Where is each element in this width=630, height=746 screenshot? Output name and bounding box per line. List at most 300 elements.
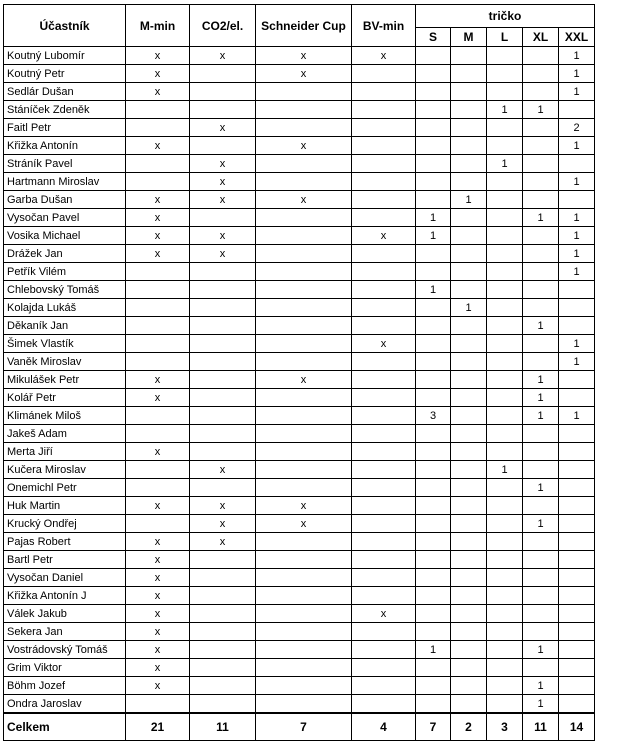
- table-cell: [487, 317, 523, 335]
- table-cell: [416, 677, 451, 695]
- header-size-s: S: [416, 28, 451, 47]
- table-cell: [190, 605, 256, 623]
- table-cell: [190, 65, 256, 83]
- table-cell: [352, 677, 416, 695]
- table-cell: 2: [559, 119, 595, 137]
- table-cell: [190, 407, 256, 425]
- table-cell: 1: [559, 245, 595, 263]
- table-cell: [559, 569, 595, 587]
- table-cell: x: [256, 515, 352, 533]
- table-cell: [523, 263, 559, 281]
- table-row: [4, 461, 595, 479]
- table-cell: [523, 83, 559, 101]
- table-cell: [523, 65, 559, 83]
- table-cell: x: [126, 83, 190, 101]
- table-cell: x: [126, 47, 190, 65]
- table-cell: [451, 533, 487, 551]
- table-cell: [256, 425, 352, 443]
- table-row: [4, 209, 595, 227]
- table-row: [4, 479, 595, 497]
- table-cell: [256, 389, 352, 407]
- table-cell: [352, 281, 416, 299]
- table-cell: [451, 119, 487, 137]
- table-cell: 1: [523, 371, 559, 389]
- table-row: [4, 659, 595, 677]
- participant-name: Drážek Jan: [4, 245, 126, 263]
- participant-name: Garba Dušan: [4, 191, 126, 209]
- participant-name: Křižka Antonín J: [4, 587, 126, 605]
- table-cell: [256, 461, 352, 479]
- table-cell: [451, 389, 487, 407]
- table-cell: 1: [487, 155, 523, 173]
- participant-name: Vysočan Pavel: [4, 209, 126, 227]
- participant-name: Vysočan Daniel: [4, 569, 126, 587]
- table-cell: [523, 137, 559, 155]
- table-cell: [352, 101, 416, 119]
- table-cell: x: [126, 587, 190, 605]
- table-cell: x: [256, 65, 352, 83]
- table-cell: [523, 353, 559, 371]
- table-cell: 1: [416, 641, 451, 659]
- table-cell: [416, 317, 451, 335]
- table-cell: [352, 641, 416, 659]
- table-cell: [416, 371, 451, 389]
- table-cell: [256, 155, 352, 173]
- table-cell: [352, 119, 416, 137]
- table-cell: [352, 371, 416, 389]
- table-cell: [416, 425, 451, 443]
- table-cell: [416, 47, 451, 65]
- table-cell: [559, 677, 595, 695]
- table-cell: [190, 587, 256, 605]
- table-cell: [416, 119, 451, 137]
- table-cell: x: [190, 155, 256, 173]
- table-cell: [523, 281, 559, 299]
- table-cell: [352, 695, 416, 714]
- participant-name: Vostrádovský Tomáš: [4, 641, 126, 659]
- table-cell: [559, 605, 595, 623]
- table-cell: x: [126, 497, 190, 515]
- table-cell: x: [126, 389, 190, 407]
- table-cell: [416, 245, 451, 263]
- table-row: [4, 191, 595, 209]
- table-cell: [487, 371, 523, 389]
- table-cell: 1: [523, 641, 559, 659]
- table-cell: [190, 659, 256, 677]
- table-cell: [352, 155, 416, 173]
- table-cell: [126, 407, 190, 425]
- table-cell: 1: [523, 209, 559, 227]
- table-cell: [352, 425, 416, 443]
- table-cell: [523, 551, 559, 569]
- table-row: [4, 245, 595, 263]
- table-cell: 1: [523, 407, 559, 425]
- table-cell: x: [126, 659, 190, 677]
- table-cell: [559, 389, 595, 407]
- table-cell: [523, 461, 559, 479]
- header-schneider-cup: Schneider Cup: [256, 5, 352, 47]
- table-cell: [126, 263, 190, 281]
- table-cell: [256, 479, 352, 497]
- table-cell: 3: [416, 407, 451, 425]
- total-cell: 11: [523, 713, 559, 741]
- table-cell: 1: [559, 209, 595, 227]
- participant-name: Vaněk Miroslav: [4, 353, 126, 371]
- table-cell: [487, 605, 523, 623]
- table-cell: [126, 425, 190, 443]
- table-row: [4, 389, 595, 407]
- table-cell: [487, 497, 523, 515]
- table-cell: [352, 83, 416, 101]
- table-cell: [451, 317, 487, 335]
- table-cell: [559, 317, 595, 335]
- table-cell: [451, 65, 487, 83]
- table-cell: [523, 191, 559, 209]
- table-cell: x: [352, 227, 416, 245]
- participant-name: Onemichl Petr: [4, 479, 126, 497]
- participant-name: Böhm Jozef: [4, 677, 126, 695]
- table-cell: x: [256, 191, 352, 209]
- table-cell: [190, 695, 256, 714]
- table-cell: 1: [523, 677, 559, 695]
- table-cell: [352, 515, 416, 533]
- participant-name: Pajas Robert: [4, 533, 126, 551]
- table-cell: [451, 101, 487, 119]
- table-cell: x: [256, 497, 352, 515]
- table-cell: [352, 533, 416, 551]
- table-cell: [190, 101, 256, 119]
- table-cell: 1: [559, 335, 595, 353]
- table-cell: 1: [416, 281, 451, 299]
- table-cell: [487, 353, 523, 371]
- table-cell: [256, 209, 352, 227]
- participant-name: Krucký Ondřej: [4, 515, 126, 533]
- table-row: [4, 695, 595, 714]
- table-cell: [416, 137, 451, 155]
- table-cell: x: [256, 47, 352, 65]
- table-cell: [190, 209, 256, 227]
- table-cell: [451, 569, 487, 587]
- table-cell: [416, 191, 451, 209]
- table-cell: [523, 227, 559, 245]
- table-cell: [256, 317, 352, 335]
- table-cell: [451, 605, 487, 623]
- table-cell: [352, 587, 416, 605]
- table-cell: [451, 695, 487, 714]
- table-cell: x: [256, 137, 352, 155]
- table-cell: [523, 587, 559, 605]
- table-cell: [487, 389, 523, 407]
- table-cell: [416, 65, 451, 83]
- table-cell: [487, 443, 523, 461]
- table-cell: 1: [559, 263, 595, 281]
- table-cell: x: [190, 119, 256, 137]
- participant-name: Klimánek Miloš: [4, 407, 126, 425]
- table-cell: x: [190, 533, 256, 551]
- table-cell: [256, 227, 352, 245]
- table-cell: [190, 551, 256, 569]
- table-cell: [487, 641, 523, 659]
- table-cell: [190, 425, 256, 443]
- table-cell: [487, 65, 523, 83]
- table-cell: 1: [523, 101, 559, 119]
- participant-name: Stráník Pavel: [4, 155, 126, 173]
- total-cell: 14: [559, 713, 595, 741]
- table-row: [4, 101, 595, 119]
- table-cell: [451, 263, 487, 281]
- table-cell: 1: [487, 101, 523, 119]
- header-bv-min: BV-min: [352, 5, 416, 47]
- table-cell: x: [126, 551, 190, 569]
- participant-name: Faitl Petr: [4, 119, 126, 137]
- table-cell: [352, 497, 416, 515]
- table-cell: x: [256, 371, 352, 389]
- table-cell: [559, 461, 595, 479]
- table-cell: [559, 533, 595, 551]
- table-cell: [256, 569, 352, 587]
- table-cell: [559, 425, 595, 443]
- table-row: [4, 155, 595, 173]
- table-cell: [416, 587, 451, 605]
- table-cell: 1: [523, 479, 559, 497]
- table-cell: x: [126, 533, 190, 551]
- table-cell: [126, 695, 190, 714]
- table-row: [4, 569, 595, 587]
- table-row: [4, 137, 595, 155]
- table-cell: [352, 209, 416, 227]
- header-co2-el: CO2/el.: [190, 5, 256, 47]
- table-row: [4, 677, 595, 695]
- table-cell: [416, 461, 451, 479]
- table-cell: [352, 191, 416, 209]
- table-row: [4, 587, 595, 605]
- table-row: [4, 605, 595, 623]
- table-cell: [256, 335, 352, 353]
- table-cell: x: [190, 461, 256, 479]
- table-cell: [487, 47, 523, 65]
- table-row: [4, 407, 595, 425]
- table-cell: [559, 587, 595, 605]
- table-cell: [451, 641, 487, 659]
- table-cell: [487, 245, 523, 263]
- table-cell: x: [190, 227, 256, 245]
- table-cell: [487, 479, 523, 497]
- table-cell: [523, 335, 559, 353]
- table-cell: [126, 317, 190, 335]
- table-cell: [352, 623, 416, 641]
- table-cell: [559, 299, 595, 317]
- table-cell: [451, 479, 487, 497]
- table-cell: [190, 353, 256, 371]
- table-cell: [487, 335, 523, 353]
- table-cell: 1: [559, 47, 595, 65]
- table-cell: [256, 281, 352, 299]
- table-cell: [352, 299, 416, 317]
- header-tshirt-group: tričko: [416, 5, 595, 28]
- table-cell: [523, 605, 559, 623]
- table-cell: x: [190, 47, 256, 65]
- table-cell: x: [126, 191, 190, 209]
- table-cell: [352, 353, 416, 371]
- table-cell: [256, 245, 352, 263]
- table-cell: [451, 587, 487, 605]
- table-cell: [416, 623, 451, 641]
- participant-name: Merta Jiří: [4, 443, 126, 461]
- table-cell: 1: [416, 209, 451, 227]
- table-cell: [451, 407, 487, 425]
- table-cell: [523, 425, 559, 443]
- total-cell: 3: [487, 713, 523, 741]
- table-cell: [256, 173, 352, 191]
- table-cell: [352, 245, 416, 263]
- table-cell: [416, 533, 451, 551]
- table-cell: [559, 497, 595, 515]
- table-cell: [487, 515, 523, 533]
- table-cell: [190, 569, 256, 587]
- table-row: [4, 623, 595, 641]
- table-row: [4, 47, 595, 65]
- table-cell: [126, 155, 190, 173]
- participant-name: Jakeš Adam: [4, 425, 126, 443]
- participant-name: Křižka Antonín: [4, 137, 126, 155]
- table-cell: [487, 173, 523, 191]
- table-cell: [352, 263, 416, 281]
- table-cell: [352, 407, 416, 425]
- table-cell: [487, 623, 523, 641]
- table-cell: [352, 65, 416, 83]
- table-cell: x: [126, 443, 190, 461]
- table-cell: [256, 407, 352, 425]
- total-label: Celkem: [4, 713, 126, 741]
- table-cell: [451, 83, 487, 101]
- table-cell: [451, 245, 487, 263]
- participant-name: Huk Martin: [4, 497, 126, 515]
- table-cell: [190, 137, 256, 155]
- table-cell: x: [126, 209, 190, 227]
- table-cell: 1: [523, 695, 559, 714]
- table-cell: [256, 659, 352, 677]
- table-cell: [352, 551, 416, 569]
- table-cell: [416, 83, 451, 101]
- participants-table: [3, 4, 595, 741]
- table-cell: [190, 299, 256, 317]
- table-cell: [256, 677, 352, 695]
- table-cell: [559, 479, 595, 497]
- table-cell: 1: [451, 191, 487, 209]
- table-cell: [126, 335, 190, 353]
- table-cell: x: [126, 623, 190, 641]
- table-cell: [523, 119, 559, 137]
- table-cell: [487, 83, 523, 101]
- table-cell: 1: [416, 227, 451, 245]
- participant-name: Kolajda Lukáš: [4, 299, 126, 317]
- table-row: [4, 173, 595, 191]
- table-cell: [451, 623, 487, 641]
- table-cell: [126, 119, 190, 137]
- table-cell: [559, 443, 595, 461]
- table-cell: x: [126, 641, 190, 659]
- table-cell: [559, 101, 595, 119]
- table-cell: [190, 443, 256, 461]
- table-cell: x: [190, 173, 256, 191]
- table-cell: [352, 659, 416, 677]
- table-cell: [416, 155, 451, 173]
- table-cell: [451, 137, 487, 155]
- table-cell: [190, 335, 256, 353]
- table-cell: [256, 695, 352, 714]
- table-cell: [487, 659, 523, 677]
- participant-name: Koutný Lubomír: [4, 47, 126, 65]
- table-cell: [559, 659, 595, 677]
- participant-name: Vosika Michael: [4, 227, 126, 245]
- table-row: [4, 65, 595, 83]
- table-cell: [126, 299, 190, 317]
- participant-name: Kolář Petr: [4, 389, 126, 407]
- total-cell: 7: [416, 713, 451, 741]
- table-row: [4, 515, 595, 533]
- table-cell: 1: [523, 515, 559, 533]
- table-cell: [190, 317, 256, 335]
- table-cell: [559, 515, 595, 533]
- table-cell: [416, 299, 451, 317]
- participant-name: Grim Viktor: [4, 659, 126, 677]
- table-cell: [352, 173, 416, 191]
- table-cell: [256, 443, 352, 461]
- header-participant: Účastník: [4, 5, 126, 47]
- total-cell: 2: [451, 713, 487, 741]
- table-cell: x: [126, 227, 190, 245]
- participant-name: Sekera Jan: [4, 623, 126, 641]
- table-cell: x: [126, 65, 190, 83]
- total-cell: 7: [256, 713, 352, 741]
- table-row: [4, 263, 595, 281]
- table-cell: [190, 83, 256, 101]
- table-cell: [559, 191, 595, 209]
- table-cell: [559, 155, 595, 173]
- table-cell: 1: [559, 83, 595, 101]
- table-cell: [256, 299, 352, 317]
- table-row: [4, 641, 595, 659]
- table-cell: [416, 389, 451, 407]
- table-cell: [416, 551, 451, 569]
- header-m-min: M-min: [126, 5, 190, 47]
- total-cell: 21: [126, 713, 190, 741]
- table-cell: x: [126, 137, 190, 155]
- table-cell: x: [190, 497, 256, 515]
- table-cell: [352, 317, 416, 335]
- table-row: [4, 533, 595, 551]
- table-cell: [451, 47, 487, 65]
- table-cell: 1: [559, 65, 595, 83]
- table-row: [4, 443, 595, 461]
- table-cell: [487, 299, 523, 317]
- table-cell: [523, 173, 559, 191]
- header-size-xxl: XXL: [559, 28, 595, 47]
- table-cell: 1: [523, 317, 559, 335]
- table-cell: [451, 461, 487, 479]
- table-cell: [451, 353, 487, 371]
- table-cell: [416, 695, 451, 714]
- table-row: [4, 281, 595, 299]
- table-cell: [487, 227, 523, 245]
- total-cell: 11: [190, 713, 256, 741]
- table-cell: x: [126, 677, 190, 695]
- table-cell: [256, 533, 352, 551]
- table-cell: [451, 659, 487, 677]
- table-cell: [190, 371, 256, 389]
- table-cell: [487, 587, 523, 605]
- table-cell: [523, 659, 559, 677]
